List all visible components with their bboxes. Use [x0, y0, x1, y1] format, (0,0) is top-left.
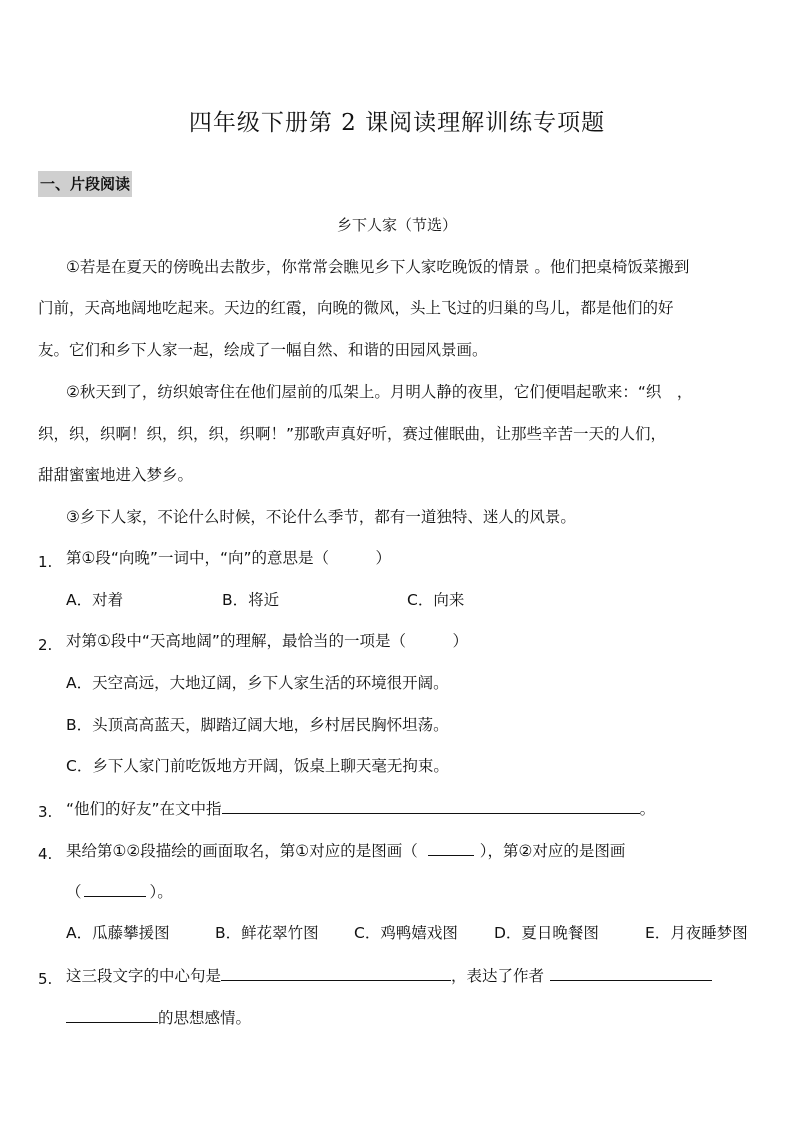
answer-blank[interactable]: [66, 1006, 158, 1023]
question-4-l2-b: ）。: [149, 883, 173, 901]
answer-blank[interactable]: [222, 797, 640, 814]
question-4-line2: [66, 880, 173, 903]
question-2-option-b[interactable]: B．头顶高高蓝天，脚踏辽阔大地，乡村居民胸怀坦荡。: [66, 716, 449, 734]
passage-p2-line1: ②秋天到了，纺织娘寄住在他们屋前的瓜架上。月明人静的夜里，它们便唱起歌来：“织 ，: [66, 383, 693, 401]
question-3-end: 。: [639, 800, 656, 818]
question-3-line: [66, 797, 655, 820]
question-4-text-a: 果给第①②段描绘的画面取名，第①对应的是图画（: [66, 842, 418, 860]
question-number: 4.: [38, 845, 53, 863]
passage-p1-line3: 友。它们和乡下人家一起，绘成了一幅自然、和谐的田园风景画。: [38, 341, 488, 359]
answer-blank[interactable]: [428, 839, 474, 856]
question-4-option-e[interactable]: E．月夜睡梦图: [645, 924, 748, 942]
question-4-l2-a: （: [66, 883, 82, 901]
question-4-option-c[interactable]: C．鸡鸭嬉戏图: [354, 924, 458, 942]
question-4-option-d[interactable]: D．夏日晚餐图: [494, 924, 599, 942]
answer-blank[interactable]: [550, 964, 712, 981]
question-5-text-b: ，表达了作者: [451, 967, 545, 985]
page-title: 四年级下册第 2 课阅读理解训练专项题: [188, 110, 606, 136]
question-4-option-a[interactable]: A．瓜藤攀援图: [66, 924, 170, 942]
question-number: 1.: [38, 553, 53, 571]
question-5-line2: [66, 1006, 251, 1029]
question-4-text-b: ），第②对应的是图画: [479, 842, 626, 860]
passage-p1-line2: 门前，天高地阔地吃起来。天边的红霞，向晚的微风，头上飞过的归巢的鸟儿，都是他们的好: [38, 299, 674, 317]
section-heading: 一、片段阅读: [38, 171, 132, 197]
question-2-text: 对第①段中“天高地阔”的理解，最恰当的一项是（ ）: [66, 632, 468, 650]
passage-p3-line1: ③乡下人家，不论什么时候，不论什么季节，都有一道独特、迷人的风景。: [66, 508, 576, 526]
question-4-line1: [66, 839, 625, 862]
passage-title: 乡下人家（节选）: [336, 216, 457, 234]
passage-p1-line1: ①若是在夏天的傍晚出去散步，你常常会瞧见乡下人家吃晚饭的情景 。他们把桌椅饭菜搬到: [66, 258, 690, 276]
question-number: 5.: [38, 970, 53, 988]
passage-p2-line2: 织，织，织啊！织，织，织，织啊！”那歌声真好听，赛过催眠曲，让那些辛苦一天的人们，: [38, 425, 667, 443]
question-number: 3.: [38, 803, 53, 821]
question-1-text: 第①段“向晚”一词中，“向”的意思是（ ）: [66, 549, 392, 567]
question-2-option-c[interactable]: C．乡下人家门前吃饭地方开阔，饭桌上聊天毫无拘束。: [66, 757, 449, 775]
question-2-option-a[interactable]: A．天空高远，大地辽阔，乡下人家生活的环境很开阔。: [66, 674, 449, 692]
answer-blank[interactable]: [84, 880, 146, 897]
question-1-option-c[interactable]: C．向来: [407, 591, 465, 609]
answer-blank[interactable]: [221, 964, 451, 981]
question-1-option-b[interactable]: B．将近: [222, 591, 280, 609]
question-5-l2: 的思想感情。: [158, 1009, 252, 1027]
question-1-option-a[interactable]: A．对着: [66, 591, 124, 609]
passage-p2-line3: 甜甜蜜蜜地进入梦乡。: [38, 466, 194, 484]
question-5-text-a: 这三段文字的中心句是: [66, 967, 222, 985]
question-number: 2.: [38, 636, 53, 654]
question-5-line1: [66, 964, 712, 987]
question-3-text: “他们的好友”在文中指: [66, 800, 222, 818]
question-4-option-b[interactable]: B．鲜花翠竹图: [215, 924, 319, 942]
